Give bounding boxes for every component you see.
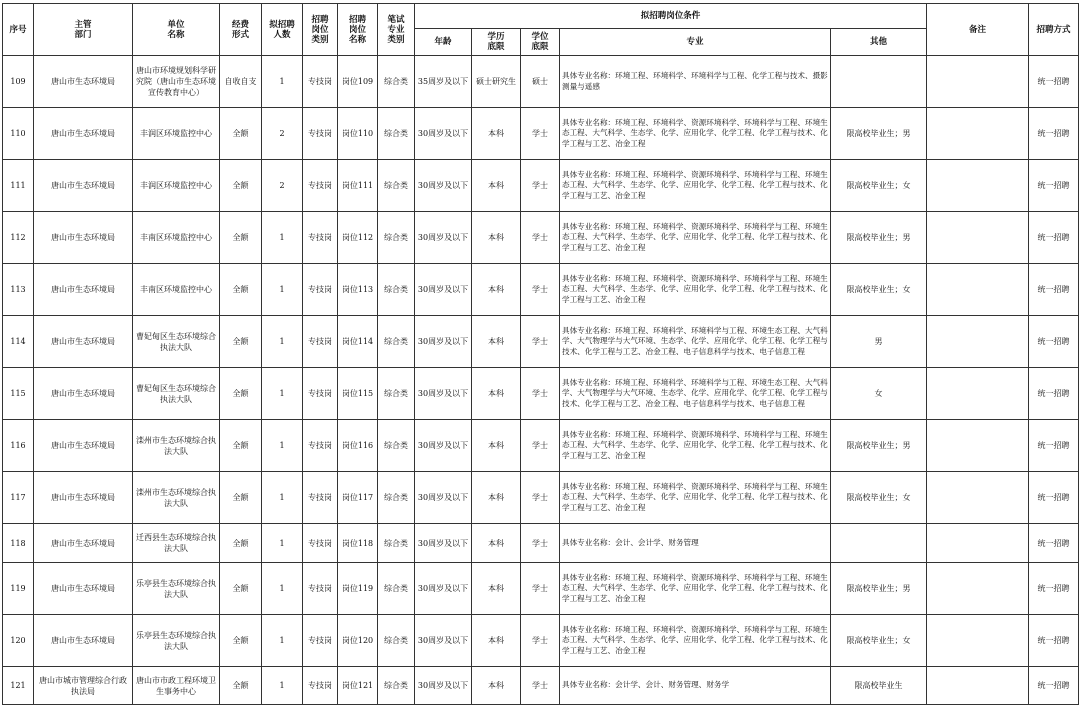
cell-major: 具体专业名称：环境工程、环境科学、资源环境科学、环境科学与工程、环境生态工程、大气科学、生态学、化学、应用化学、化学工程、化学工程与技术、化学工程与工艺、冶金工程 — [560, 160, 831, 212]
cell-dept: 唐山市生态环境局 — [34, 615, 133, 667]
cell-post-name: 岗位112 — [338, 212, 378, 264]
table-row — [3, 212, 1079, 264]
cell-dept: 唐山市生态环境局 — [34, 264, 133, 316]
cell-other: 限高校毕业生；女 — [831, 264, 927, 316]
cell-edu: 本科 — [472, 420, 521, 472]
table-body — [3, 56, 1079, 705]
cell-major: 具体专业名称：环境工程、环境科学、资源环境科学、环境科学与工程、环境生态工程、大气科学、生态学、化学、应用化学、化学工程、化学工程与技术、化学工程与工艺、冶金工程 — [560, 108, 831, 160]
cell-post-name: 岗位118 — [338, 524, 378, 563]
cell-post-type: 专技岗 — [303, 212, 338, 264]
cell-degree: 学士 — [521, 212, 560, 264]
cell-degree: 学士 — [521, 160, 560, 212]
header-method: 招聘方式 — [1029, 4, 1079, 56]
cell-unit: 曹妃甸区生态环境综合执法大队 — [133, 368, 220, 420]
cell-dept: 唐山市生态环境局 — [34, 563, 133, 615]
cell-exam: 综合类 — [378, 563, 415, 615]
cell-degree: 学士 — [521, 316, 560, 368]
cell-remark — [927, 108, 1029, 160]
cell-method: 统一招聘 — [1029, 108, 1079, 160]
cell-age: 30周岁及以下 — [415, 667, 472, 705]
table-row — [3, 316, 1079, 368]
cell-seq: 116 — [3, 420, 34, 472]
cell-post-type: 专技岗 — [303, 524, 338, 563]
cell-other: 限高校毕业生；男 — [831, 212, 927, 264]
cell-other: 男 — [831, 316, 927, 368]
cell-post-name: 岗位113 — [338, 264, 378, 316]
cell-seq: 113 — [3, 264, 34, 316]
cell-degree: 学士 — [521, 472, 560, 524]
cell-method: 统一招聘 — [1029, 524, 1079, 563]
cell-count: 1 — [262, 615, 303, 667]
cell-seq: 115 — [3, 368, 34, 420]
cell-edu: 本科 — [472, 615, 521, 667]
cell-remark — [927, 212, 1029, 264]
cell-post-type: 专技岗 — [303, 108, 338, 160]
cell-major: 具体专业名称：会计、会计学、财务管理 — [560, 524, 831, 563]
header-age: 年龄 — [415, 29, 472, 56]
cell-exam: 综合类 — [378, 108, 415, 160]
cell-age: 30周岁及以下 — [415, 420, 472, 472]
cell-post-name: 岗位110 — [338, 108, 378, 160]
cell-unit: 迁西县生态环境综合执法大队 — [133, 524, 220, 563]
cell-post-type: 专技岗 — [303, 667, 338, 705]
cell-edu: 本科 — [472, 160, 521, 212]
cell-method: 统一招聘 — [1029, 56, 1079, 108]
cell-count: 1 — [262, 212, 303, 264]
cell-edu: 本科 — [472, 212, 521, 264]
cell-funding: 全额 — [220, 420, 262, 472]
cell-remark — [927, 524, 1029, 563]
cell-edu: 本科 — [472, 368, 521, 420]
cell-method: 统一招聘 — [1029, 420, 1079, 472]
cell-count: 1 — [262, 472, 303, 524]
cell-funding: 全额 — [220, 524, 262, 563]
cell-funding: 全额 — [220, 563, 262, 615]
header-count: 拟招聘 人数 — [262, 4, 303, 56]
cell-age: 30周岁及以下 — [415, 368, 472, 420]
header-dept: 主管 部门 — [34, 4, 133, 56]
cell-edu: 本科 — [472, 563, 521, 615]
header-edu: 学历 底限 — [472, 29, 521, 56]
cell-other: 限高校毕业生；男 — [831, 420, 927, 472]
cell-unit: 乐亭县生态环境综合执法大队 — [133, 615, 220, 667]
cell-post-name: 岗位117 — [338, 472, 378, 524]
cell-other: 限高校毕业生；男 — [831, 108, 927, 160]
cell-unit: 滦州市生态环境综合执法大队 — [133, 420, 220, 472]
table-header — [3, 4, 1079, 56]
cell-funding: 全额 — [220, 108, 262, 160]
cell-age: 30周岁及以下 — [415, 264, 472, 316]
header-other: 其他 — [831, 29, 927, 56]
header-remark: 备注 — [927, 4, 1029, 56]
cell-count: 1 — [262, 264, 303, 316]
cell-unit: 乐亭县生态环境综合执法大队 — [133, 563, 220, 615]
cell-dept: 唐山市生态环境局 — [34, 212, 133, 264]
header-post-name: 招聘 岗位 名称 — [338, 4, 378, 56]
cell-count: 1 — [262, 368, 303, 420]
cell-funding: 自收自支 — [220, 56, 262, 108]
cell-remark — [927, 316, 1029, 368]
header-seq: 序号 — [3, 4, 34, 56]
cell-other — [831, 524, 927, 563]
cell-post-name: 岗位111 — [338, 160, 378, 212]
cell-post-name: 岗位114 — [338, 316, 378, 368]
cell-major: 具体专业名称：环境工程、环境科学、资源环境科学、环境科学与工程、环境生态工程、大气科学、生态学、化学、应用化学、化学工程、化学工程与技术、化学工程与工艺、冶金工程 — [560, 264, 831, 316]
cell-method: 统一招聘 — [1029, 368, 1079, 420]
cell-major: 具体专业名称：环境工程、环境科学、环境科学与工程、环境生态工程、大气科学、大气物理学与大气环境、生态学、化学、应用化学、化学工程、化学工程与技术、化学工程与工艺、冶金工程、电子信息科学与技术、电子信息工程 — [560, 316, 831, 368]
cell-method: 统一招聘 — [1029, 472, 1079, 524]
cell-post-type: 专技岗 — [303, 615, 338, 667]
cell-exam: 综合类 — [378, 212, 415, 264]
header-conditions: 拟招聘岗位条件 — [415, 4, 927, 29]
cell-count: 1 — [262, 563, 303, 615]
cell-post-type: 专技岗 — [303, 420, 338, 472]
cell-method: 统一招聘 — [1029, 264, 1079, 316]
cell-degree: 学士 — [521, 563, 560, 615]
cell-dept: 唐山市生态环境局 — [34, 472, 133, 524]
cell-edu: 本科 — [472, 667, 521, 705]
cell-exam: 综合类 — [378, 264, 415, 316]
cell-funding: 全额 — [220, 615, 262, 667]
cell-post-name: 岗位109 — [338, 56, 378, 108]
cell-funding: 全额 — [220, 368, 262, 420]
cell-funding: 全额 — [220, 212, 262, 264]
cell-edu: 本科 — [472, 316, 521, 368]
header-post-type: 招聘 岗位 类别 — [303, 4, 338, 56]
cell-other: 限高校毕业生；女 — [831, 160, 927, 212]
cell-exam: 综合类 — [378, 524, 415, 563]
header-degree: 学位 底限 — [521, 29, 560, 56]
header-funding: 经费 形式 — [220, 4, 262, 56]
table-row — [3, 420, 1079, 472]
cell-degree: 学士 — [521, 108, 560, 160]
cell-dept: 唐山市生态环境局 — [34, 56, 133, 108]
cell-edu: 本科 — [472, 472, 521, 524]
cell-remark — [927, 264, 1029, 316]
cell-age: 30周岁及以下 — [415, 212, 472, 264]
cell-post-type: 专技岗 — [303, 316, 338, 368]
cell-major: 具体专业名称：环境工程、环境科学、环境科学与工程、化学工程与技术、摄影测量与遥感 — [560, 56, 831, 108]
cell-method: 统一招聘 — [1029, 667, 1079, 705]
cell-remark — [927, 368, 1029, 420]
cell-other: 限高校毕业生 — [831, 667, 927, 705]
cell-unit: 丰南区环境监控中心 — [133, 212, 220, 264]
cell-exam: 综合类 — [378, 160, 415, 212]
cell-major: 具体专业名称：环境工程、环境科学、资源环境科学、环境科学与工程、环境生态工程、大气科学、生态学、化学、应用化学、化学工程、化学工程与技术、化学工程与工艺、冶金工程 — [560, 420, 831, 472]
cell-major: 具体专业名称：环境工程、环境科学、环境科学与工程、环境生态工程、大气科学、大气物理学与大气环境、生态学、化学、应用化学、化学工程、化学工程与技术、化学工程与工艺、冶金工程、电子信息科学与技术、电子信息工程 — [560, 368, 831, 420]
cell-dept: 唐山市生态环境局 — [34, 160, 133, 212]
cell-seq: 117 — [3, 472, 34, 524]
cell-unit: 丰润区环境监控中心 — [133, 160, 220, 212]
cell-seq: 114 — [3, 316, 34, 368]
cell-post-name: 岗位119 — [338, 563, 378, 615]
table-row — [3, 472, 1079, 524]
cell-degree: 学士 — [521, 667, 560, 705]
cell-degree: 学士 — [521, 264, 560, 316]
cell-exam: 综合类 — [378, 472, 415, 524]
cell-edu: 本科 — [472, 524, 521, 563]
cell-age: 30周岁及以下 — [415, 563, 472, 615]
table-row — [3, 667, 1079, 705]
cell-count: 2 — [262, 160, 303, 212]
cell-degree: 学士 — [521, 420, 560, 472]
cell-seq: 120 — [3, 615, 34, 667]
cell-major: 具体专业名称：环境工程、环境科学、资源环境科学、环境科学与工程、环境生态工程、大气科学、生态学、化学、应用化学、化学工程、化学工程与技术、化学工程与工艺、冶金工程 — [560, 472, 831, 524]
cell-post-type: 专技岗 — [303, 160, 338, 212]
cell-post-name: 岗位121 — [338, 667, 378, 705]
cell-degree: 硕士 — [521, 56, 560, 108]
cell-count: 1 — [262, 667, 303, 705]
cell-major: 具体专业名称：环境工程、环境科学、资源环境科学、环境科学与工程、环境生态工程、大气科学、生态学、化学、应用化学、化学工程、化学工程与技术、化学工程与工艺、冶金工程 — [560, 212, 831, 264]
cell-method: 统一招聘 — [1029, 160, 1079, 212]
cell-seq: 111 — [3, 160, 34, 212]
cell-age: 30周岁及以下 — [415, 524, 472, 563]
cell-unit: 丰润区环境监控中心 — [133, 108, 220, 160]
cell-seq: 109 — [3, 56, 34, 108]
cell-remark — [927, 472, 1029, 524]
cell-age: 30周岁及以下 — [415, 108, 472, 160]
cell-dept: 唐山市生态环境局 — [34, 524, 133, 563]
table-row — [3, 56, 1079, 108]
cell-remark — [927, 420, 1029, 472]
cell-post-type: 专技岗 — [303, 472, 338, 524]
cell-age: 30周岁及以下 — [415, 472, 472, 524]
cell-remark — [927, 56, 1029, 108]
cell-dept: 唐山市生态环境局 — [34, 316, 133, 368]
cell-post-type: 专技岗 — [303, 563, 338, 615]
cell-remark — [927, 160, 1029, 212]
table-row — [3, 160, 1079, 212]
cell-age: 30周岁及以下 — [415, 615, 472, 667]
cell-exam: 综合类 — [378, 316, 415, 368]
cell-count: 1 — [262, 316, 303, 368]
cell-remark — [927, 563, 1029, 615]
cell-other — [831, 56, 927, 108]
cell-funding: 全额 — [220, 264, 262, 316]
cell-degree: 学士 — [521, 615, 560, 667]
cell-seq: 119 — [3, 563, 34, 615]
cell-funding: 全额 — [220, 316, 262, 368]
header-major: 专业 — [560, 29, 831, 56]
cell-method: 统一招聘 — [1029, 563, 1079, 615]
cell-exam: 综合类 — [378, 667, 415, 705]
cell-edu: 本科 — [472, 108, 521, 160]
cell-edu: 硕士研究生 — [472, 56, 521, 108]
cell-funding: 全额 — [220, 472, 262, 524]
cell-post-name: 岗位116 — [338, 420, 378, 472]
cell-other: 女 — [831, 368, 927, 420]
cell-method: 统一招聘 — [1029, 212, 1079, 264]
table-row — [3, 368, 1079, 420]
cell-degree: 学士 — [521, 524, 560, 563]
cell-unit: 滦州市生态环境综合执法大队 — [133, 472, 220, 524]
cell-count: 2 — [262, 108, 303, 160]
cell-unit: 丰南区环境监控中心 — [133, 264, 220, 316]
table-row — [3, 563, 1079, 615]
cell-other: 限高校毕业生；女 — [831, 472, 927, 524]
cell-post-name: 岗位115 — [338, 368, 378, 420]
cell-count: 1 — [262, 56, 303, 108]
cell-major: 具体专业名称：环境工程、环境科学、资源环境科学、环境科学与工程、环境生态工程、大气科学、生态学、化学、应用化学、化学工程、化学工程与技术、化学工程与工艺、冶金工程 — [560, 563, 831, 615]
table-row — [3, 615, 1079, 667]
cell-post-type: 专技岗 — [303, 264, 338, 316]
cell-seq: 110 — [3, 108, 34, 160]
table-row — [3, 524, 1079, 563]
cell-degree: 学士 — [521, 368, 560, 420]
cell-seq: 121 — [3, 667, 34, 705]
table-row — [3, 264, 1079, 316]
cell-post-type: 专技岗 — [303, 368, 338, 420]
cell-dept: 唐山市生态环境局 — [34, 420, 133, 472]
recruitment-table — [2, 3, 1079, 705]
cell-unit: 唐山市环境规划科学研究院（唐山市生态环境宣传教育中心） — [133, 56, 220, 108]
header-unit: 单位 名称 — [133, 4, 220, 56]
cell-remark — [927, 615, 1029, 667]
cell-age: 35周岁及以下 — [415, 56, 472, 108]
cell-method: 统一招聘 — [1029, 615, 1079, 667]
cell-dept: 唐山市城市管理综合行政执法局 — [34, 667, 133, 705]
cell-seq: 112 — [3, 212, 34, 264]
cell-unit: 曹妃甸区生态环境综合执法大队 — [133, 316, 220, 368]
cell-exam: 综合类 — [378, 368, 415, 420]
cell-age: 30周岁及以下 — [415, 160, 472, 212]
cell-dept: 唐山市生态环境局 — [34, 368, 133, 420]
cell-exam: 综合类 — [378, 420, 415, 472]
cell-exam: 综合类 — [378, 56, 415, 108]
cell-count: 1 — [262, 420, 303, 472]
cell-funding: 全额 — [220, 160, 262, 212]
cell-remark — [927, 667, 1029, 705]
cell-major: 具体专业名称：环境工程、环境科学、资源环境科学、环境科学与工程、环境生态工程、大气科学、生态学、化学、应用化学、化学工程、化学工程与技术、化学工程与工艺、冶金工程 — [560, 615, 831, 667]
cell-other: 限高校毕业生；女 — [831, 615, 927, 667]
table-row — [3, 108, 1079, 160]
cell-count: 1 — [262, 524, 303, 563]
cell-unit: 唐山市市政工程环境卫生事务中心 — [133, 667, 220, 705]
cell-dept: 唐山市生态环境局 — [34, 108, 133, 160]
cell-exam: 综合类 — [378, 615, 415, 667]
cell-age: 30周岁及以下 — [415, 316, 472, 368]
cell-funding: 全额 — [220, 667, 262, 705]
header-exam: 笔试 专业 类别 — [378, 4, 415, 56]
cell-major: 具体专业名称：会计学、会计、财务管理、财务学 — [560, 667, 831, 705]
cell-edu: 本科 — [472, 264, 521, 316]
cell-other: 限高校毕业生；男 — [831, 563, 927, 615]
cell-method: 统一招聘 — [1029, 316, 1079, 368]
cell-seq: 118 — [3, 524, 34, 563]
cell-post-name: 岗位120 — [338, 615, 378, 667]
cell-post-type: 专技岗 — [303, 56, 338, 108]
